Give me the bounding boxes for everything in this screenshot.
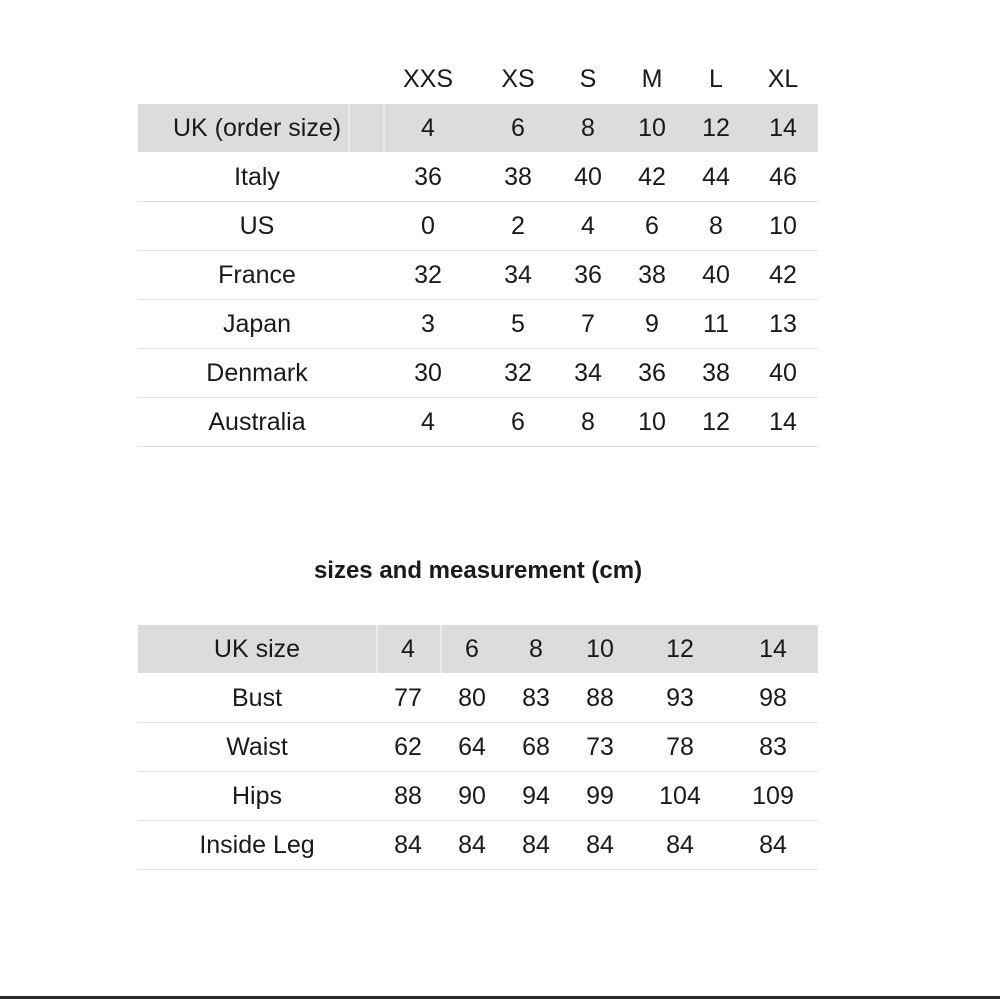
table-cell: 78 [666,732,694,761]
table-cell: 30 [414,358,442,387]
table-cell: 46 [769,162,797,191]
table-cell: 36 [574,260,602,289]
table-cell: 32 [414,260,442,289]
table-cell: 80 [458,683,486,712]
header-cell: XL [767,65,799,93]
header-cell: 4 [401,634,415,663]
table-cell: 0 [421,211,435,240]
header-cell [138,55,376,104]
row-label: Hips [231,781,282,810]
measurements-table [138,625,818,870]
table-cell: 84 [759,830,787,859]
row-label: Waist [226,732,288,761]
row-label: Italy [234,162,280,191]
table-cell: 4 [581,211,595,240]
table-row [138,674,818,723]
table-cell: 40 [574,162,602,191]
table-cell: 32 [504,358,532,387]
table-cell: 88 [394,781,422,810]
table-row [138,349,818,398]
table-cell: 9 [645,309,659,338]
table-cell: 6 [645,211,659,240]
table-cell: 10 [638,407,666,436]
size-header-row [138,55,818,104]
table-cell: 6 [511,113,525,142]
table-cell: 12 [702,407,730,436]
header-cell: L [709,65,723,93]
row-label: Bust [231,683,283,712]
header-cell: 8 [529,634,543,663]
table-row [138,398,818,447]
row-label: France [218,260,296,289]
table-cell: 34 [574,358,602,387]
row-label: UK (order size) [172,113,342,142]
table-cell: 38 [702,358,730,387]
row-label: UK size [213,634,301,663]
table-cell: 40 [769,358,797,387]
table-row [138,104,818,153]
row-label: Japan [222,309,292,338]
header-cell: 6 [465,634,479,663]
bottom-divider [0,996,1000,999]
table-cell: 73 [586,732,614,761]
header-cell: M [641,65,663,93]
table-cell: 36 [638,358,666,387]
table-cell: 84 [522,830,550,859]
table-row [138,153,818,202]
table-row [138,300,818,349]
table-cell: 84 [586,830,614,859]
measurement-header-row [138,625,818,674]
table-cell: 62 [394,732,422,761]
table-row [138,202,818,251]
table-cell: 14 [769,407,797,436]
table-cell: 84 [458,830,486,859]
header-cell: S [579,65,597,93]
table-cell: 8 [581,113,595,142]
measurements-title: sizes and measurement (cm) [313,557,643,584]
table-cell: 12 [702,113,730,142]
table-row [138,723,818,772]
table-cell: 104 [659,781,701,810]
table-cell: 8 [709,211,723,240]
table-cell: 98 [759,683,787,712]
table-cell: 83 [522,683,550,712]
table-cell: 88 [586,683,614,712]
table-cell: 68 [522,732,550,761]
size-conversion-table [138,55,818,447]
table-cell: 8 [581,407,595,436]
table-row [138,772,818,821]
table-cell: 4 [421,407,435,436]
header-cell: XS [501,65,535,93]
header-cell: 10 [586,634,614,663]
table-cell: 10 [638,113,666,142]
row-label: Australia [208,407,306,436]
table-cell: 38 [638,260,666,289]
table-row [138,821,818,870]
table-cell: 38 [504,162,532,191]
row-label: Denmark [206,358,308,387]
table-cell: 94 [522,781,550,810]
table-cell: 77 [394,683,422,712]
table-cell: 14 [769,113,797,142]
table-cell: 7 [581,309,595,338]
row-label: Inside Leg [199,830,315,859]
table-cell: 109 [752,781,794,810]
header-cell: XXS [402,65,454,93]
header-cell: 12 [666,634,694,663]
table-cell: 2 [511,211,525,240]
table-cell: 90 [458,781,486,810]
table-cell: 36 [414,162,442,191]
table-cell: 11 [703,309,729,338]
table-cell: 42 [769,260,797,289]
table-cell: 10 [769,211,797,240]
row-label: US [239,211,275,240]
table-cell: 44 [702,162,730,191]
table-cell: 42 [638,162,666,191]
table-row [138,251,818,300]
table-cell: 83 [759,732,787,761]
table-cell: 84 [666,830,694,859]
table-cell: 6 [511,407,525,436]
table-cell: 40 [702,260,730,289]
table-cell: 4 [421,113,435,142]
table-cell: 13 [769,309,797,338]
table-cell: 64 [458,732,486,761]
table-cell: 93 [666,683,694,712]
table-cell: 3 [421,309,435,338]
table-cell: 34 [504,260,532,289]
table-cell: 99 [586,781,614,810]
table-cell: 5 [511,309,525,338]
table-cell: 84 [394,830,422,859]
header-cell: 14 [759,634,787,663]
